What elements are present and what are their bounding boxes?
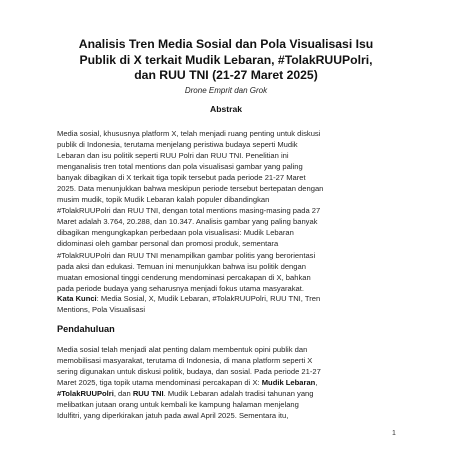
authors: Drone Emprit dan Grok [184,86,268,95]
abstract-line: 2025. Data menunjukkan bahwa meskipun periode tersebut bertepatan dengan [57,184,324,194]
abstract-line: publik di Indonesia, terutama menjelang peristiwa budaya seperti Mudik [57,140,298,150]
abstract-line: pada periode budaya yang seharusnya menjadi fokus utama masyarakat. [57,283,304,293]
abstract-line: musim mudik, topik Mudik Lebaran kalah populer dibandingkan [57,195,270,205]
abstract-line: #TolakRUUPolri dan RUU TNI menampilkan gambar politis yang berorientasi [57,250,316,260]
intro-line: memobilisasi masyarakat, terutama di Indonesia, di mana platform seperti X [57,356,313,366]
intro-text: , dan [113,389,133,399]
intro-line [57,377,402,388]
abstract-line: Lebaran dan isu politik seperti RUU Polri dan RUU TNI. Penelitian ini [57,151,289,161]
abstract-line: #TolakRUUPolri dan RUU TNI, dengan total mentions masing-masing pada 27 [57,206,321,216]
intro-line: melibatkan jutaan orang untuk kembali ke kampung halaman menjelang [57,400,299,410]
intro-line: sering digunakan untuk diskusi politik, budaya, dan sosial. Pada periode 21-27 [57,367,321,377]
intro-line: Idulfitri, yang diperkirakan jatuh pada awal April 2025. Sementara itu, [57,411,289,421]
abstract-line: menganalisis tren total mentions dan pola visualisasi gambar yang paling [57,162,303,172]
abstract-body [57,128,402,294]
paper-title [40,37,412,84]
title-line: Analisis Tren Media Sosial dan Pola Visualisasi Isu [78,37,374,51]
intro-text: , [315,378,318,388]
topic-tolak-ruu-polri: #TolakRUUPolri [57,389,114,399]
intro-text: . Mudik Lebaran adalah tradisi tahunan yang [163,389,314,399]
abstract-line: didominasi oleh gambar personal dan promosi produk, sementara [57,239,279,249]
title-line: Publik di X terkait Mudik Lebaran, #TolakRUUPolri, [79,52,373,67]
abstract-line: Media sosial, khususnya platform X, telah menjadi ruang penting untuk diskusi [57,129,321,138]
abstract-heading: Abstrak [210,104,242,114]
topic-mudik-lebaran: Mudik Lebaran [261,378,316,388]
abstract-line: muatan emosional tinggi cenderung mendominasi percakapan di X, bahkan [57,272,311,282]
abstract-line: Maret adalah 3.764, 20.288, dan 10.347. Analisis gambar yang paling banyak [57,217,318,227]
keywords-label: Kata Kunci [57,294,97,303]
keywords-list: : Media Sosial, X, Mudik Lebaran, #TolakRUUPolri, RUU TNI, Tren [96,294,321,303]
keywords-line [57,293,402,304]
keywords-line: Mentions, Pola Visualisasi [57,305,146,315]
introduction-body [57,344,402,421]
section-heading-pendahuluan: Pendahuluan [57,324,115,334]
abstract-line: dibagikan mengungkapkan perbedaan pola visualisasi: Mudik Lebaran [57,228,294,238]
abstract-line: banyak dibagikan di X terkait tiga topik tersebut pada periode 21-27 Maret [57,173,306,183]
title-line: dan RUU TNI (21-27 Maret 2025) [134,68,318,82]
intro-text: Maret 2025, tiga topik utama mendominasi percakapan di X: [57,378,262,388]
keywords [57,293,402,315]
intro-line [57,388,402,399]
intro-line: Media sosial telah menjadi alat penting dalam membentuk opini publik dan [57,345,308,354]
page-number: 1 [392,430,396,437]
abstract-line: pada aksi dan edukasi. Temuan ini menunjukkan bahwa isu politik dengan [57,261,306,271]
topic-ruu-tni: RUU TNI [132,389,164,399]
